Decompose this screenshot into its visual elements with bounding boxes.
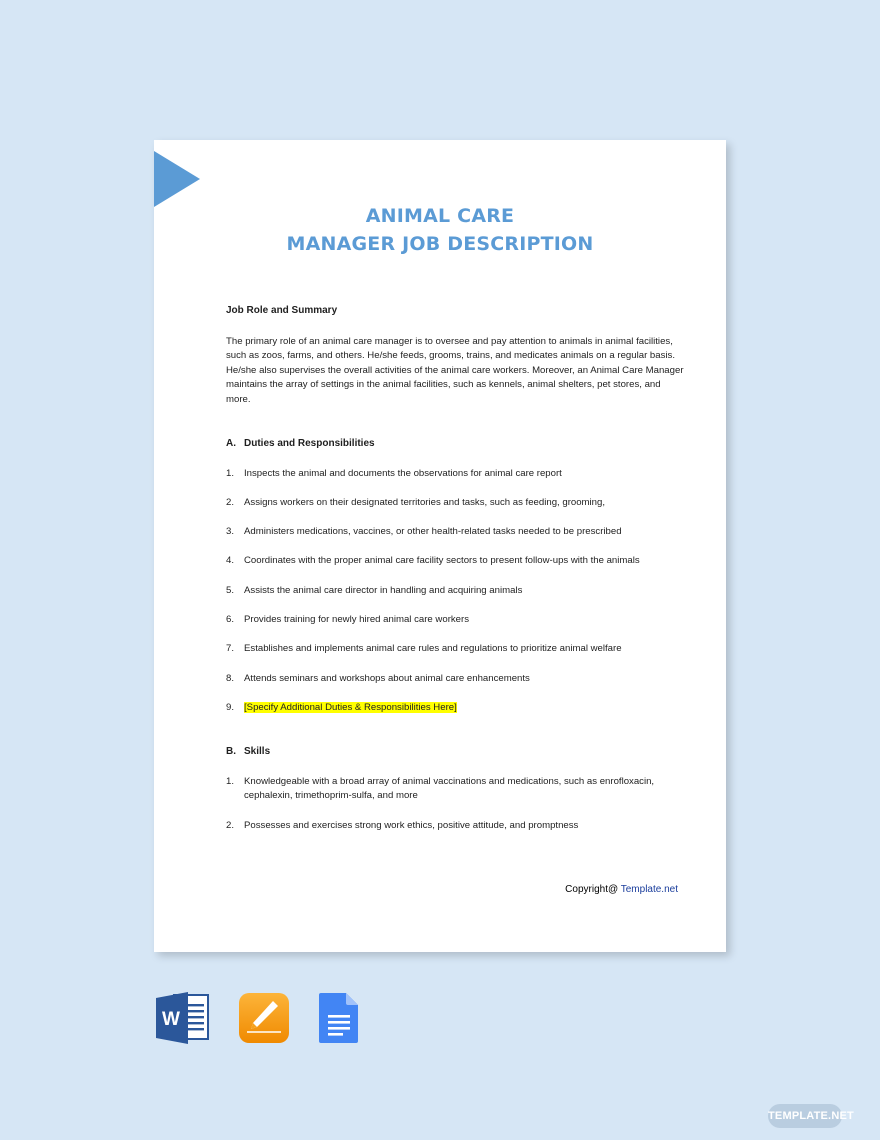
copyright-prefix: Copyright@ bbox=[565, 884, 619, 895]
highlighted-placeholder-text: [Specify Additional Duties & Responsibilities Here] bbox=[244, 701, 457, 713]
item-number: 4. bbox=[226, 555, 235, 567]
item-number: 3. bbox=[226, 526, 235, 538]
list-item bbox=[226, 554, 686, 569]
corner-triangle-icon bbox=[154, 151, 200, 207]
google-docs-icon[interactable] bbox=[318, 992, 360, 1049]
item-text: Assists the animal care director in handling and acquiring animals bbox=[244, 584, 523, 596]
section-b-title: Skills bbox=[244, 746, 271, 758]
item-text: Inspects the animal and documents the observations for animal care report bbox=[244, 467, 562, 479]
item-number: 1. bbox=[226, 775, 235, 787]
document-page bbox=[154, 140, 726, 952]
list-item bbox=[226, 642, 686, 657]
pages-icon[interactable] bbox=[238, 992, 290, 1049]
copyright-link[interactable]: Template.net bbox=[620, 884, 678, 895]
section-a-heading bbox=[226, 437, 686, 452]
section-b-letter: B. bbox=[226, 746, 236, 758]
list-item bbox=[226, 496, 686, 511]
section-b-heading bbox=[226, 745, 686, 760]
item-number: 2. bbox=[226, 496, 235, 508]
item-number: 5. bbox=[226, 584, 235, 596]
word-icon[interactable] bbox=[156, 992, 212, 1049]
item-number: 1. bbox=[226, 467, 235, 479]
item-number: 6. bbox=[226, 613, 235, 625]
item-number: 7. bbox=[226, 643, 235, 655]
svg-text:W: W bbox=[162, 1009, 180, 1030]
list-item bbox=[226, 775, 686, 804]
summary-paragraph: The primary role of an animal care manager is to oversee and pay attention to animals in animal facilities, such as zoos, farms, and others. He/she feeds, grooms, trains, and medicates animals on a regular basis. He/she also supervises the overall activities of the animal care workers. Moreover, an Animal Care Manager maintains the array of settings in the animal facilities, such as kennels, animal shelters, pet stores, and more. bbox=[226, 335, 684, 405]
item-text: Knowledgeable with a broad array of animal vaccinations and medications, such as enrofloxacin, cephalexin, trimethoprim-sulfa, and more bbox=[244, 775, 655, 802]
item-text: Coordinates with the proper animal care facility sectors to present follow-ups with the animals bbox=[244, 555, 640, 567]
document-title bbox=[154, 202, 726, 258]
section-a-title: Duties and Responsibilities bbox=[244, 438, 375, 449]
item-number: 8. bbox=[226, 672, 235, 684]
item-text: Administers medications, vaccines, or other health-related tasks needed to be prescribed bbox=[244, 526, 622, 538]
item-text: Possesses and exercises strong work ethics, positive attitude, and promptness bbox=[244, 819, 579, 831]
section-a-letter: A. bbox=[226, 438, 236, 449]
list-item bbox=[226, 819, 686, 834]
list-item bbox=[226, 584, 686, 599]
list-item bbox=[226, 467, 686, 482]
list-item bbox=[226, 701, 686, 716]
template-net-watermark: TEMPLATE.NET bbox=[768, 1104, 842, 1128]
item-text: Establishes and implements animal care rules and regulations to prioritize animal welfare bbox=[244, 643, 622, 655]
document-body bbox=[226, 304, 686, 848]
list-item bbox=[226, 613, 686, 628]
title-line-1: ANIMAL CARE bbox=[365, 205, 515, 227]
title-line-2: MANAGER JOB DESCRIPTION bbox=[286, 233, 594, 255]
item-text: Attends seminars and workshops about animal care enhancements bbox=[244, 672, 530, 684]
item-number: 9. bbox=[226, 701, 235, 713]
list-item bbox=[226, 672, 686, 687]
item-text: Provides training for newly hired animal care workers bbox=[244, 613, 470, 625]
copyright-line bbox=[565, 884, 678, 895]
item-number: 2. bbox=[226, 819, 235, 831]
summary-heading: Job Role and Summary bbox=[226, 305, 338, 316]
list-item bbox=[226, 525, 686, 540]
duties-list bbox=[226, 467, 686, 716]
item-text: Assigns workers on their designated territories and tasks, such as feeding, grooming, bbox=[244, 496, 606, 508]
skills-list bbox=[226, 775, 686, 833]
